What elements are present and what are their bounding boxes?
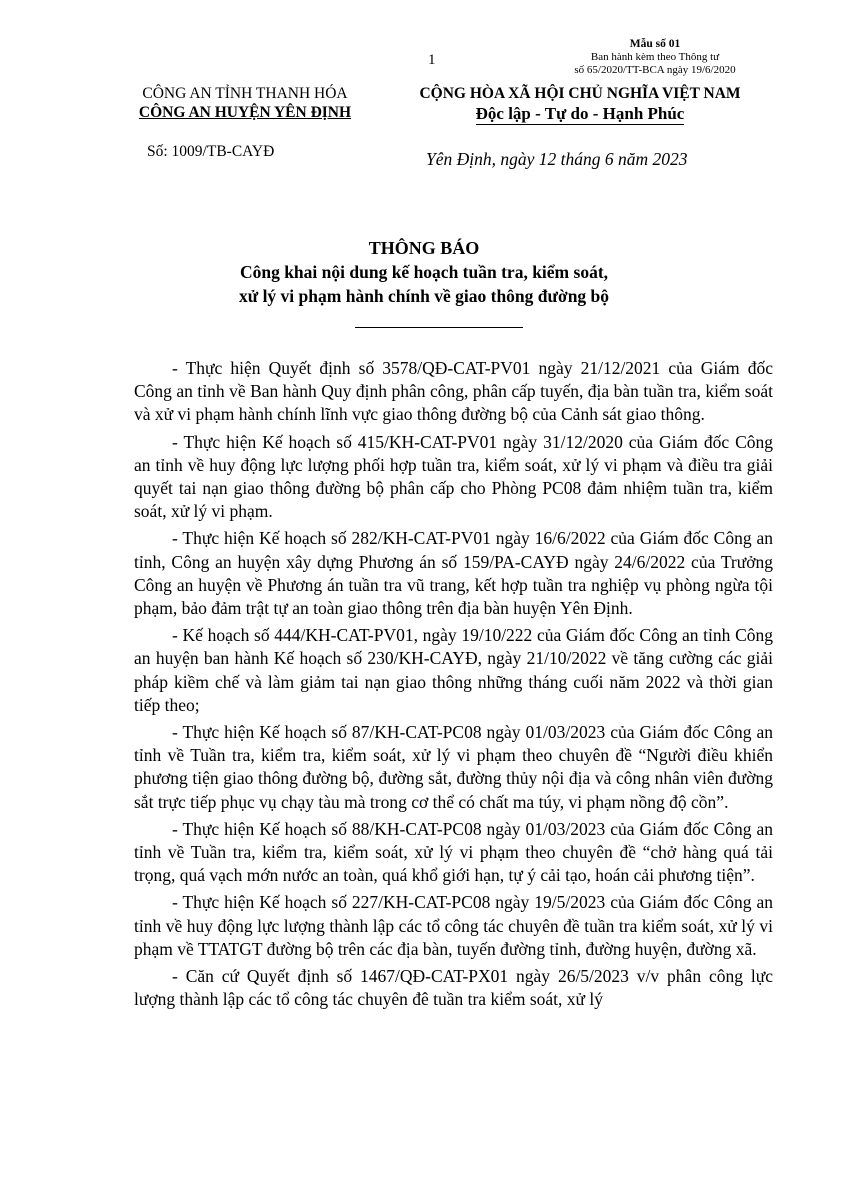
page-number: 1 bbox=[428, 52, 436, 68]
agency-name: CÔNG AN HUYỆN YÊN ĐỊNH bbox=[138, 104, 352, 121]
national-header bbox=[390, 84, 770, 124]
title-main: THÔNG BÁO bbox=[368, 238, 480, 258]
title-sub-2: xử lý vi phạm hành chính về giao thông đường bộ bbox=[238, 286, 610, 306]
title-sub-1: Công khai nội dung kế hoạch tuần tra, kiểm soát, bbox=[239, 262, 609, 282]
paragraph: - Thực hiện Kế hoạch số 282/KH-CAT-PV01 ngày 16/6/2022 của Giám đốc Công an tỉnh, Công an huyện xây dựng Phương án số 159/PA-CAYĐ ngày 24/6/2022 của Trưởng Công an huyện về Phương án tuần tra vũ trang, kết hợp tuần tra nghiệp vụ phòng ngừa tội phạm, bảo đảm trật tự an toàn giao thông trên địa bàn huyện Yên Định. bbox=[134, 528, 773, 619]
paragraph: - Thực hiện Kế hoạch số 88/KH-CAT-PC08 ngày 01/03/2023 của Giám đốc Công an tỉnh về Tuần tra, kiểm tra, kiểm soát, xử lý vi phạm theo chuyên đề “chở hàng quá tải trọng, quá vạch mớn nước an toàn, quá khổ giới hạn, tự ý cải tạo, hoán cải phương tiện”. bbox=[134, 818, 773, 886]
nation-title: CỘNG HÒA XÃ HỘI CHỦ NGHĨA VIỆT NAM bbox=[419, 85, 741, 102]
title-divider bbox=[355, 327, 523, 328]
agency-header bbox=[105, 84, 385, 122]
paragraph: - Thực hiện Kế hoạch số 227/KH-CAT-PC08 ngày 19/5/2023 của Giám đốc Công an tỉnh về huy động lực lượng thành lập các tổ công tác chuyên đề tuần tra kiểm soát, xử lý vi phạm về TTATGT đường bộ trên các địa bàn, tuyến đường tỉnh, đường huyện, đường xã. bbox=[134, 892, 773, 959]
paragraph: - Thực hiện Kế hoạch số 87/KH-CAT-PC08 ngày 01/03/2023 của Giám đốc Công an tỉnh về Tuần tra, kiểm tra, kiểm soát, xử lý vi phạm theo chuyên đề “Người điều khiển phương tiện giao thông đường bộ, đường sắt, đường thủy nội địa và công nhân viên đường sắt trực tiếp phục vụ chạy tàu mà trong cơ thể có chất ma túy, vi phạm nồng độ cồn”. bbox=[134, 722, 773, 812]
form-note-1: Ban hành kèm theo Thông tư bbox=[590, 51, 720, 63]
paragraph: - Thực hiện Kế hoạch số 415/KH-CAT-PV01 ngày 31/12/2020 của Giám đốc Công an tỉnh về huy động lực lượng phối hợp tuần tra, kiểm soát, xử lý vi phạm và điều tra giải quyết tai nạn giao thông đường bộ phân cấp cho Phòng PC08 đảm nhiệm tuần tra, kiểm soát, xử lý vi phạm. bbox=[134, 431, 773, 522]
paragraph: - Căn cứ Quyết định số 1467/QĐ-CAT-PX01 ngày 26/5/2023 v/v phân công lực lượng thành lập các tổ công tác chuyên đê tuần tra kiểm soát, xử lý bbox=[134, 966, 773, 1010]
agency-parent: CÔNG AN TỈNH THANH HÓA bbox=[142, 85, 348, 102]
nation-motto: Độc lập - Tự do - Hạnh Phúc bbox=[475, 104, 685, 123]
paragraph: - Kế hoạch số 444/KH-CAT-PV01, ngày 19/10/222 của Giám đốc Công an tỉnh Công an huyện ban hành Kế hoạch số 230/KH-CAYĐ, ngày 21/10/2022 về tăng cường các giải pháp kiềm chế và làm giảm tai nạn giao thông những tháng cuối năm 2022 và thời gian tiếp theo; bbox=[134, 625, 773, 715]
paragraph: - Thực hiện Quyết định số 3578/QĐ-CAT-PV01 ngày 21/12/2021 của Giám đốc Công an tỉnh về Ban hành Quy định phân công, phân cấp tuyến, địa bàn tuần tra, kiểm soát và xử vi phạm hành chính lĩnh vực giao thông đường bộ của Cảnh sát giao thông. bbox=[134, 358, 773, 425]
document-title bbox=[100, 236, 748, 308]
document-number: Số: 1009/TB-CAYĐ bbox=[147, 143, 275, 160]
form-code-block bbox=[540, 38, 770, 77]
document-body bbox=[134, 357, 773, 1015]
form-code: Mẫu số 01 bbox=[629, 38, 681, 50]
place-date: Yên Định, ngày 12 tháng 6 năm 2023 bbox=[426, 149, 688, 169]
form-note-2: số 65/2020/TT-BCA ngày 19/6/2020 bbox=[574, 64, 736, 76]
